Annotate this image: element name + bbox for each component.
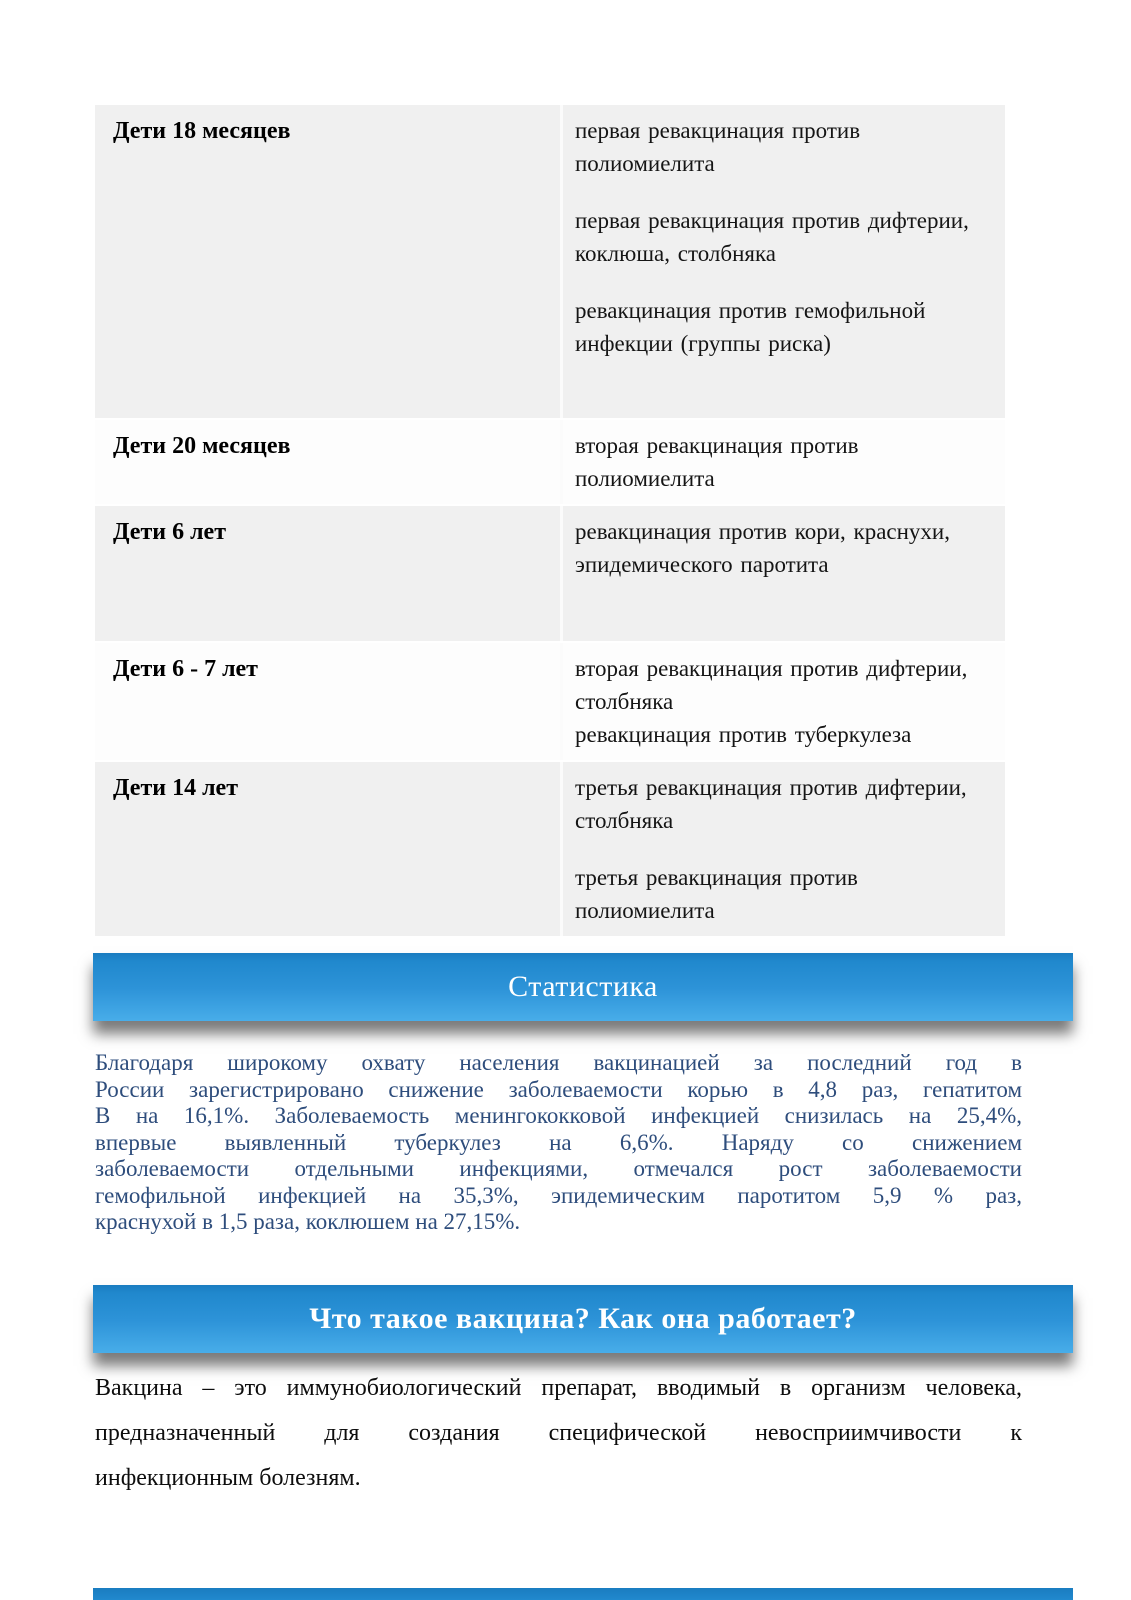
age-cell bbox=[95, 506, 560, 641]
age-label: Дети 6 лет bbox=[113, 519, 226, 545]
table-row bbox=[95, 641, 1005, 760]
vaccine-definition-line: инфекционным болезням. bbox=[95, 1465, 361, 1491]
vaccine-definition-line: предназначенный для создания специфической невосприимчивости к bbox=[95, 1420, 1022, 1446]
statistics-line: В на 16,1%. Заболеваемость менингококковой инфекцией снизилась на 25,4%, bbox=[95, 1103, 1022, 1128]
age-label: Дети 14 лет bbox=[113, 775, 238, 801]
vaccination-schedule-table bbox=[95, 105, 1005, 936]
vaccination-item: первая ревакцинация против полиомиелита bbox=[575, 118, 861, 176]
vaccine-section-banner bbox=[93, 1285, 1073, 1353]
age-label: Дети 18 месяцев bbox=[113, 118, 291, 144]
vaccinations-cell bbox=[560, 643, 1005, 760]
statistics-line: гемофильной инфекцией на 35,3%, эпидемическим паротитом 5,9 % раз, bbox=[95, 1182, 1022, 1208]
age-cell bbox=[95, 643, 560, 760]
table-row bbox=[95, 504, 1005, 641]
statistics-line: краснухой в 1,5 раза, коклюшем на 27,15%. bbox=[95, 1209, 521, 1234]
statistics-banner-title: Статистика bbox=[508, 970, 658, 1003]
statistics-line: России зарегистрировано снижение заболеваемости корью в 4,8 раз, гепатитом bbox=[95, 1076, 1022, 1102]
vaccinations-cell bbox=[560, 105, 1005, 418]
table-row bbox=[95, 418, 1005, 504]
vaccination-item: ревакцинация против кори, краснухи, эпидемического паротита bbox=[575, 519, 950, 577]
statistics-section-banner bbox=[93, 953, 1073, 1021]
vaccination-item: ревакцинация против гемофильной инфекции (группы риска) bbox=[575, 298, 926, 356]
vaccine-definition-line: Вакцина – это иммунобиологический препарат, вводимый в организм человека, bbox=[95, 1375, 1022, 1401]
age-cell bbox=[95, 420, 560, 504]
age-cell bbox=[95, 762, 560, 936]
age-label: Дети 20 месяцев bbox=[113, 433, 291, 459]
vaccination-item: третья ревакцинация против дифтерии, столбняка bbox=[575, 775, 967, 833]
statistics-line: заболеваемости отдельными инфекциями, отмечался рост заболеваемости bbox=[95, 1156, 1022, 1181]
vaccination-item: третья ревакцинация против полиомиелита bbox=[575, 865, 858, 923]
table-row bbox=[95, 105, 1005, 418]
statistics-line: впервые выявленный туберкулез на 6,6%. Наряду со снижением bbox=[95, 1129, 1022, 1155]
vaccinations-cell bbox=[560, 420, 1005, 504]
vaccination-item: первая ревакцинация против дифтерии, коклюша, столбняка bbox=[575, 208, 969, 266]
statistics-line: Благодаря широкому охвату населения вакцинацией за последний год в bbox=[95, 1050, 1022, 1075]
vaccinations-cell bbox=[560, 762, 1005, 936]
vaccinations-cell bbox=[560, 506, 1005, 641]
vaccination-item: вторая ревакцинация против полиомиелита bbox=[575, 433, 859, 491]
next-section-banner-partial bbox=[93, 1588, 1073, 1600]
statistics-paragraph bbox=[95, 1050, 1022, 1236]
age-cell bbox=[95, 105, 560, 418]
vaccine-banner-title: Что такое вакцина? Как она работает? bbox=[309, 1302, 857, 1335]
age-label: Дети 6 - 7 лет bbox=[113, 656, 258, 682]
vaccination-item: ревакцинация против туберкулеза bbox=[575, 722, 912, 747]
vaccination-item: вторая ревакцинация против дифтерии, столбняка bbox=[575, 656, 968, 714]
vaccine-definition-paragraph bbox=[95, 1366, 1022, 1501]
table-row bbox=[95, 760, 1005, 936]
